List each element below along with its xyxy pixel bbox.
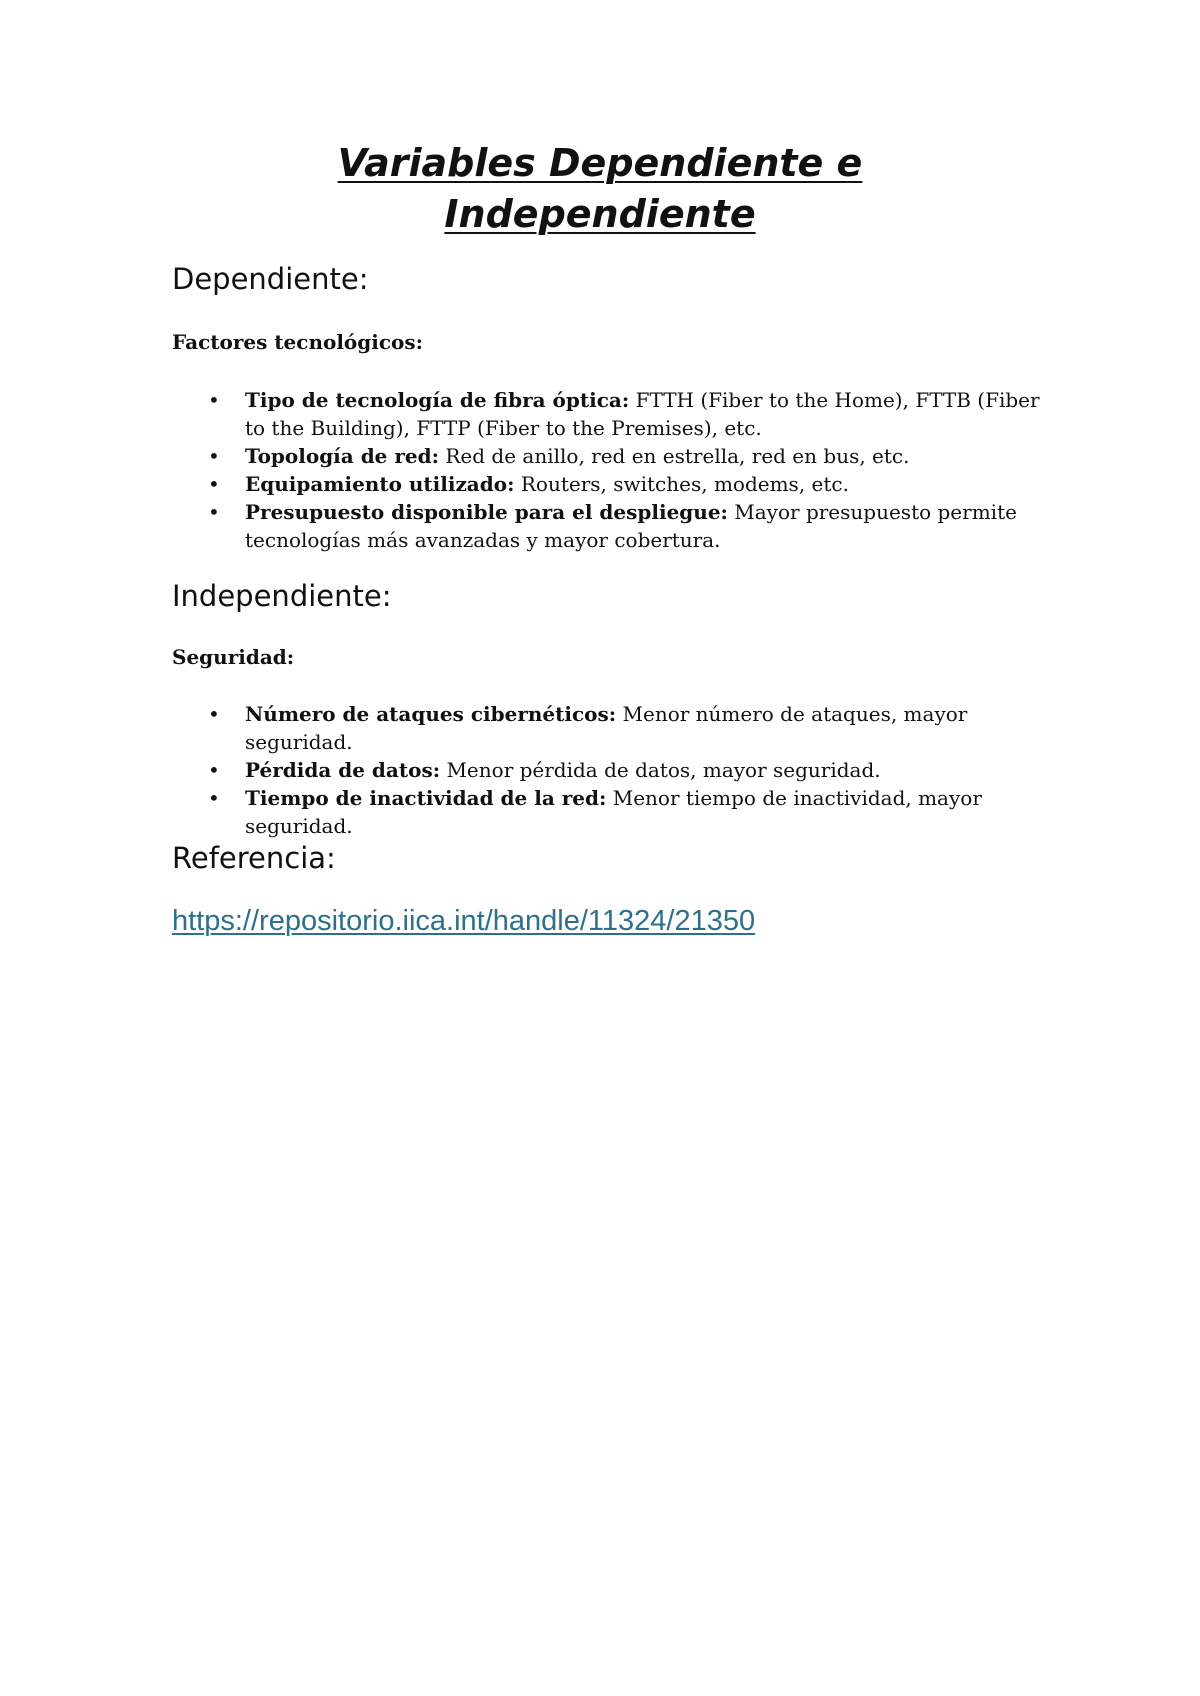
bullet-icon: • <box>208 702 220 726</box>
subheading-seguridad: Seguridad: <box>172 645 295 669</box>
item-text: Mayor presupuesto permite tecnologías más avanzadas y mayor cobertura. <box>245 500 1017 552</box>
dependiente-list <box>172 386 1052 554</box>
item-text: Menor pérdida de datos, mayor seguridad. <box>440 758 881 782</box>
heading-independiente: Independiente: <box>172 579 392 613</box>
item-term: Pérdida de datos: <box>245 758 441 782</box>
item-term: Tipo de tecnología de fibra óptica: <box>245 388 630 412</box>
item-term: Topología de red: <box>245 444 439 468</box>
document-title <box>0 138 1200 240</box>
independiente-list <box>172 700 1052 840</box>
item-term: Equipamiento utilizado: <box>245 472 515 496</box>
bullet-icon: • <box>208 444 220 468</box>
list-item <box>172 700 1052 756</box>
heading-dependiente: Dependiente: <box>172 262 369 296</box>
heading-referencia: Referencia: <box>172 841 336 875</box>
item-term: Número de ataques cibernéticos: <box>245 702 617 726</box>
item-term: Presupuesto disponible para el despliegue: <box>245 500 728 524</box>
item-text: FTTH (Fiber to the Home), FTTB (Fiber to the Building), FTTP (Fiber to the Premises), etc. <box>245 388 1040 440</box>
bullet-icon: • <box>208 786 220 810</box>
list-item <box>172 386 1052 442</box>
bullet-icon: • <box>208 500 220 524</box>
reference-link[interactable]: https://repositorio.iica.int/handle/11324/21350 <box>172 905 756 937</box>
list-item <box>172 784 1052 840</box>
subheading-factores-tecnologicos: Factores tecnológicos: <box>172 330 424 354</box>
item-term: Tiempo de inactividad de la red: <box>245 786 607 810</box>
item-text: Routers, switches, modems, etc. <box>514 472 849 496</box>
list-item <box>172 442 1052 470</box>
list-item <box>172 756 1052 784</box>
bullet-icon: • <box>208 388 220 412</box>
bullet-icon: • <box>208 758 220 782</box>
title-line-2: Independiente <box>444 192 756 236</box>
list-item <box>172 498 1052 554</box>
item-text: Menor tiempo de inactividad, mayor seguridad. <box>245 786 982 838</box>
list-item <box>172 470 1052 498</box>
title-line-1: Variables Dependiente e <box>337 141 863 185</box>
item-text: Menor número de ataques, mayor seguridad. <box>245 702 968 754</box>
bullet-icon: • <box>208 472 220 496</box>
item-text: Red de anillo, red en estrella, red en bus, etc. <box>439 444 910 468</box>
